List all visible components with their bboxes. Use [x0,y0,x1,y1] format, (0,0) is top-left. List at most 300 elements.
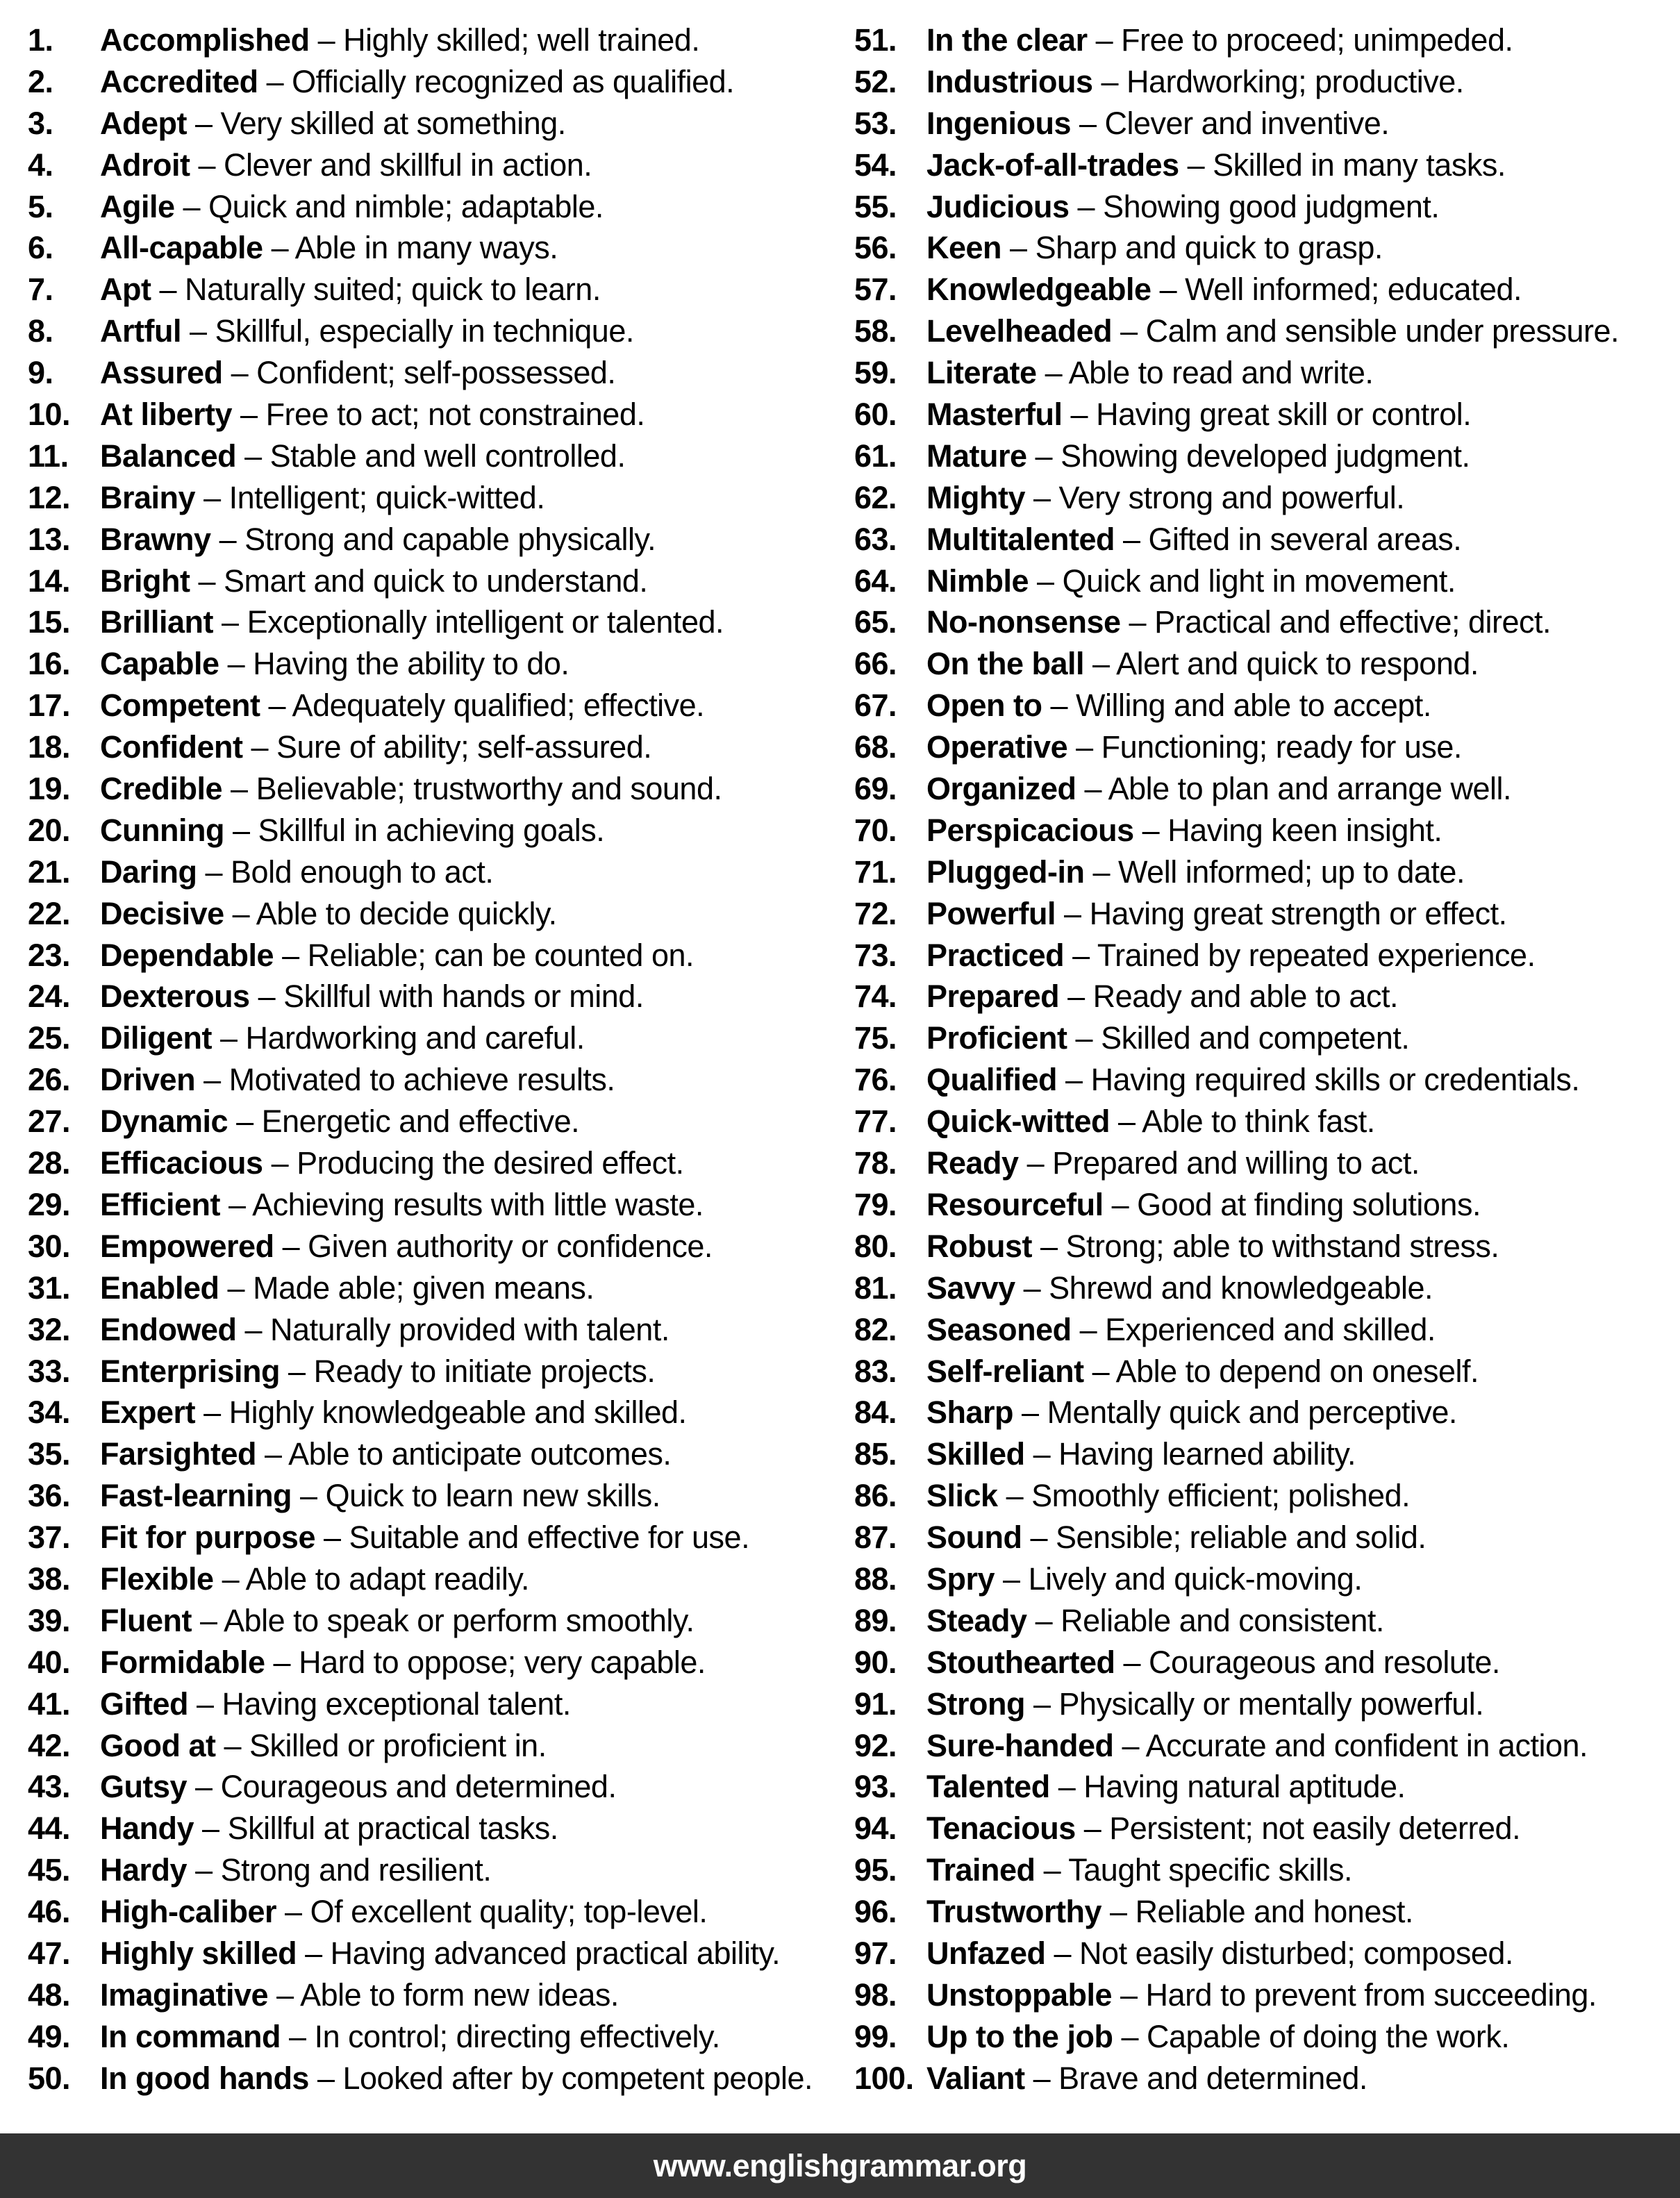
item-text [100,269,854,310]
item-number: 16. [28,646,71,682]
item-number: 62. [854,479,897,515]
list-item [854,1142,1680,1184]
item-term: Farsighted [100,1436,257,1472]
item-definition: – Good at finding solutions. [1103,1186,1481,1222]
item-definition: – Shrewd and knowledgeable. [1015,1269,1433,1306]
item-number: 99. [854,2018,897,2054]
item-definition: – Of excellent quality; top-level. [276,1894,708,1930]
item-term: Quick-witted [926,1104,1111,1140]
list-item [28,1808,854,1849]
item-number: 37. [28,1520,71,1556]
item-number: 52. [854,63,897,99]
item-definition: – Skilled in many tasks. [1179,147,1506,183]
item-number: 76. [854,1062,897,1098]
item-text [100,1433,854,1475]
list-item [28,768,854,810]
item-number: 2. [28,63,53,99]
item-term: At liberty [100,397,233,433]
item-definition: – Clever and skillful in action. [190,147,592,183]
item-number: 85. [854,1436,897,1472]
item-text [100,1142,854,1184]
item-term: Enterprising [100,1353,281,1389]
item-number: 74. [854,979,897,1015]
list-item [28,1600,854,1642]
item-number: 90. [854,1644,897,1680]
item-term: Prepared [926,979,1060,1015]
item-term: Efficient [100,1186,221,1222]
list-item [28,726,854,768]
list-item [28,227,854,269]
list-item [28,2016,854,2058]
item-definition: – Free to proceed; unimpeded. [1087,22,1513,58]
list-item [28,1059,854,1101]
item-term: Fluent [100,1602,192,1638]
list-item [28,269,854,310]
list-item [28,1891,854,1933]
list-item [28,1933,854,1974]
list-item [28,1558,854,1600]
item-text [100,768,854,810]
item-text [100,851,854,893]
item-definition: – Having exceptional talent. [188,1685,571,1722]
item-text [100,2016,854,2058]
item-term: Daring [100,854,197,890]
item-text [100,1351,854,1392]
item-number: 73. [854,937,897,973]
list-item [854,1849,1680,1891]
item-definition: – Naturally suited; quick to learn. [151,272,601,308]
item-text [100,1558,854,1600]
item-number: 88. [854,1560,897,1597]
list-item [28,976,854,1017]
list-item [854,2058,1680,2099]
item-definition: – Brave and determined. [1024,2060,1367,2096]
item-definition: – Quick and nimble; adaptable. [174,188,604,224]
item-definition: – Looked after by competent people. [308,2060,813,2096]
item-definition: – Prepared and willing to act. [1018,1145,1420,1181]
item-number: 10. [28,397,71,433]
item-definition: – Having advanced practical ability. [297,1935,781,1971]
item-definition: – Stable and well controlled. [236,438,626,474]
item-text [926,435,1680,477]
item-number: 61. [854,438,897,474]
item-definition: – Adequately qualified; effective. [260,688,705,724]
list-item [854,1392,1680,1433]
item-definition: – Exceptionally intelligent or talented. [213,604,724,640]
item-definition: – Having the ability to do. [219,646,569,682]
item-number: 96. [854,1894,897,1930]
item-text [100,560,854,602]
item-term: Balanced [100,438,237,474]
item-number: 56. [854,230,897,266]
item-number: 91. [854,1685,897,1722]
item-text [926,1600,1680,1642]
item-number: 44. [28,1810,71,1847]
list-item [28,685,854,726]
item-term: Handy [100,1810,194,1847]
item-term: Levelheaded [926,313,1113,349]
item-term: Ingenious [926,105,1071,141]
item-number: 25. [28,1020,71,1056]
item-definition: – Able to read and write. [1036,355,1374,391]
item-definition: – Sharp and quick to grasp. [1001,230,1383,266]
item-term: On the ball [926,646,1085,682]
item-term: Efficacious [100,1145,263,1181]
item-definition: – Given authority or confidence. [274,1228,713,1264]
item-definition: – Very strong and powerful. [1024,479,1405,515]
item-term: Literate [926,355,1037,391]
list-item [28,935,854,976]
item-text [100,1683,854,1725]
item-text [100,810,854,851]
item-definition: – Showing good judgment. [1069,188,1440,224]
list-item [854,1267,1680,1309]
item-definition: – Free to act; not constrained. [232,397,645,433]
item-term: Nimble [926,563,1029,599]
item-term: Talented [926,1769,1050,1805]
item-term: Flexible [100,1560,214,1597]
item-definition: – Skilled or proficient in. [215,1727,547,1763]
item-term: In the clear [926,22,1088,58]
item-definition: – Willing and able to accept. [1042,688,1431,724]
item-term: Sharp [926,1394,1014,1431]
item-term: Gutsy [100,1769,188,1805]
word-list-column-1 [28,19,854,2099]
list-item [854,810,1680,851]
item-text [100,1933,854,1974]
item-term: Ready [926,1145,1019,1181]
item-number: 49. [28,2018,71,2054]
item-term: Keen [926,230,1002,266]
item-text [926,1309,1680,1351]
item-definition: – Ready to initiate projects. [280,1353,656,1389]
item-number: 95. [854,1852,897,1888]
item-term: Assured [100,355,223,391]
item-term: Slick [926,1478,998,1514]
item-text [926,227,1680,269]
item-term: Masterful [926,397,1063,433]
item-number: 55. [854,188,897,224]
item-definition: – Courageous and resolute. [1115,1644,1500,1680]
item-text [926,1059,1680,1101]
item-definition: – Gifted in several areas. [1115,521,1462,557]
item-term: Tenacious [926,1810,1076,1847]
item-term: In good hands [100,2060,309,2096]
item-number: 8. [28,313,53,349]
item-term: Gifted [100,1685,188,1722]
list-item [28,1309,854,1351]
list-item [28,144,854,186]
item-text [926,1101,1680,1142]
item-number: 46. [28,1894,71,1930]
item-text [100,2058,854,2099]
list-item [28,601,854,643]
list-item [854,1766,1680,1808]
list-item [854,103,1680,144]
item-text [926,477,1680,519]
item-term: Hardy [100,1852,188,1888]
item-definition: – Able to form new ideas. [268,1976,619,2013]
list-item [28,1392,854,1433]
item-definition: – Reliable and consistent. [1026,1602,1384,1638]
item-term: Agile [100,188,175,224]
item-definition: – Having learned ability. [1024,1436,1356,1472]
item-text [926,893,1680,935]
item-definition: – Able to speak or perform smoothly. [191,1602,695,1638]
item-definition: – Smart and quick to understand. [190,563,648,599]
item-definition: – In control; directing effectively. [281,2018,720,2054]
list-item [854,2016,1680,2058]
item-number: 47. [28,1935,71,1971]
item-number: 42. [28,1727,71,1763]
item-definition: – Sure of ability; self-assured. [242,729,652,765]
item-number: 15. [28,604,71,640]
item-number: 22. [28,895,71,931]
item-text [926,560,1680,602]
item-term: High-caliber [100,1894,277,1930]
item-number: 100. [854,2060,914,2096]
item-term: Resourceful [926,1186,1104,1222]
item-number: 12. [28,479,71,515]
item-definition: – Very skilled at something. [187,105,566,141]
item-term: Industrious [926,63,1093,99]
item-text [926,19,1680,61]
item-number: 29. [28,1186,71,1222]
item-text [100,144,854,186]
item-definition: – Alert and quick to respond. [1084,646,1479,682]
item-number: 68. [854,729,897,765]
item-definition: – Accurate and confident in action. [1113,1727,1588,1763]
item-definition: – Naturally provided with talent. [236,1311,669,1347]
list-item [854,1642,1680,1683]
item-text [926,976,1680,1017]
item-term: In command [100,2018,281,2054]
item-term: Self-reliant [926,1353,1084,1389]
item-definition: – Skillful with hands or mind. [249,979,644,1015]
item-definition: – Confident; self-possessed. [222,355,616,391]
item-term: Imaginative [100,1976,269,2013]
item-text [926,643,1680,685]
item-term: Highly skilled [100,1935,297,1971]
item-number: 60. [854,397,897,433]
list-item [854,893,1680,935]
item-definition: – Strong and resilient. [187,1852,492,1888]
list-item [854,1683,1680,1725]
item-text [926,103,1680,144]
list-item [854,1600,1680,1642]
item-number: 45. [28,1852,71,1888]
item-definition: – Made able; given means. [219,1269,594,1306]
item-text [926,1558,1680,1600]
list-item [854,1309,1680,1351]
item-term: Decisive [100,895,224,931]
item-definition: – Functioning; ready for use. [1067,729,1462,765]
item-term: Fit for purpose [100,1520,315,1556]
item-text [926,1849,1680,1891]
item-definition: – Strong and capable physically. [210,521,656,557]
list-item [28,519,854,560]
list-item [854,1933,1680,1974]
item-definition: – Energetic and effective. [228,1104,580,1140]
item-definition: – Calm and sensible under pressure. [1112,313,1620,349]
item-text [926,726,1680,768]
item-number: 32. [28,1311,71,1347]
item-text [926,1351,1680,1392]
list-item [854,186,1680,228]
item-number: 54. [854,147,897,183]
item-number: 84. [854,1394,897,1431]
item-term: Accredited [100,63,258,99]
item-definition: – Persistent; not easily deterred. [1075,1810,1521,1847]
item-number: 7. [28,272,53,308]
list-item [854,935,1680,976]
item-number: 75. [854,1020,897,1056]
item-definition: – Able to anticipate outcomes. [256,1436,672,1472]
list-item [28,1517,854,1558]
item-term: Trustworthy [926,1894,1102,1930]
item-number: 41. [28,1685,71,1722]
item-definition: – Skillful, especially in technique. [181,313,634,349]
list-item [854,726,1680,768]
list-item [28,560,854,602]
item-term: Apt [100,272,151,308]
list-item [854,685,1680,726]
item-text [100,477,854,519]
list-item [854,1725,1680,1767]
list-item [28,310,854,352]
item-text [100,976,854,1017]
item-text [926,1891,1680,1933]
item-text [100,61,854,103]
item-term: Driven [100,1062,196,1098]
item-text [100,685,854,726]
list-item [854,394,1680,435]
list-item [854,1433,1680,1475]
item-text [926,186,1680,228]
item-term: Qualified [926,1062,1058,1098]
item-definition: – Able to depend on oneself. [1083,1353,1479,1389]
list-item [854,144,1680,186]
item-text [926,269,1680,310]
item-term: Open to [926,688,1042,724]
list-item [854,227,1680,269]
item-term: Practiced [926,937,1065,973]
item-text [926,1017,1680,1059]
item-number: 64. [854,563,897,599]
list-item [28,893,854,935]
list-item [854,19,1680,61]
item-term: Adept [100,105,187,141]
item-definition: – Highly skilled; well trained. [309,22,700,58]
list-item [854,352,1680,394]
list-item [854,519,1680,560]
list-item [28,1267,854,1309]
item-text [100,726,854,768]
item-definition: – Intelligent; quick-witted. [195,479,545,515]
item-definition: – Well informed; up to date. [1084,854,1465,890]
item-term: Artful [100,313,181,349]
item-number: 36. [28,1478,71,1514]
item-text [100,1392,854,1433]
item-number: 58. [854,313,897,349]
item-definition: – Reliable; can be counted on. [274,937,695,973]
item-definition: – Officially recognized as qualified. [258,63,735,99]
item-number: 13. [28,521,71,557]
item-definition: – Motivated to achieve results. [195,1062,615,1098]
item-definition: – Able to think fast. [1110,1104,1375,1140]
item-number: 33. [28,1353,71,1389]
item-number: 77. [854,1104,897,1140]
item-definition: – Producing the desired effect. [263,1145,684,1181]
item-number: 26. [28,1062,71,1098]
list-item [854,1184,1680,1226]
item-term: Operative [926,729,1068,765]
item-definition: – Having great strength or effect. [1056,895,1507,931]
item-number: 81. [854,1269,897,1306]
item-text [100,893,854,935]
list-item [28,643,854,685]
list-item [28,19,854,61]
item-definition: – Suitable and effective for use. [315,1520,750,1556]
list-item [854,643,1680,685]
item-term: Dexterous [100,979,250,1015]
footer-url: www.englishgrammar.org [653,2147,1027,2183]
item-text [926,1475,1680,1517]
item-term: Endowed [100,1311,237,1347]
item-definition: – Trained by repeated experience. [1064,937,1536,973]
item-definition: – Ready and able to act. [1059,979,1398,1015]
list-item [854,310,1680,352]
list-item [854,1017,1680,1059]
item-text [100,186,854,228]
list-item [28,1766,854,1808]
item-text [926,685,1680,726]
item-text [926,352,1680,394]
item-definition: – Not easily disturbed; composed. [1045,1935,1513,1971]
item-text [926,601,1680,643]
item-text [926,1766,1680,1808]
item-number: 86. [854,1478,897,1514]
item-number: 34. [28,1394,71,1431]
item-text [926,1142,1680,1184]
item-number: 80. [854,1228,897,1264]
item-number: 3. [28,105,53,141]
item-definition: – Able to adapt readily. [213,1560,530,1597]
item-definition: – Strong; able to withstand stress. [1031,1228,1499,1264]
item-definition: – Believable; trustworthy and sound. [222,771,722,807]
item-term: Powerful [926,895,1056,931]
item-number: 83. [854,1353,897,1389]
item-text [100,1517,854,1558]
item-term: Organized [926,771,1076,807]
item-term: All-capable [100,230,263,266]
item-number: 5. [28,188,53,224]
item-definition: – Highly knowledgeable and skilled. [195,1394,687,1431]
footer-bar [0,2133,1680,2198]
item-number: 31. [28,1269,71,1306]
item-text [926,1933,1680,1974]
item-definition: – Showing developed judgment. [1026,438,1470,474]
item-number: 39. [28,1602,71,1638]
list-item [28,1101,854,1142]
item-term: Judicious [926,188,1070,224]
item-definition: – Experienced and skilled. [1071,1311,1436,1347]
item-text [100,1642,854,1683]
list-item [854,851,1680,893]
list-item [854,560,1680,602]
item-text [100,103,854,144]
item-text [100,1059,854,1101]
